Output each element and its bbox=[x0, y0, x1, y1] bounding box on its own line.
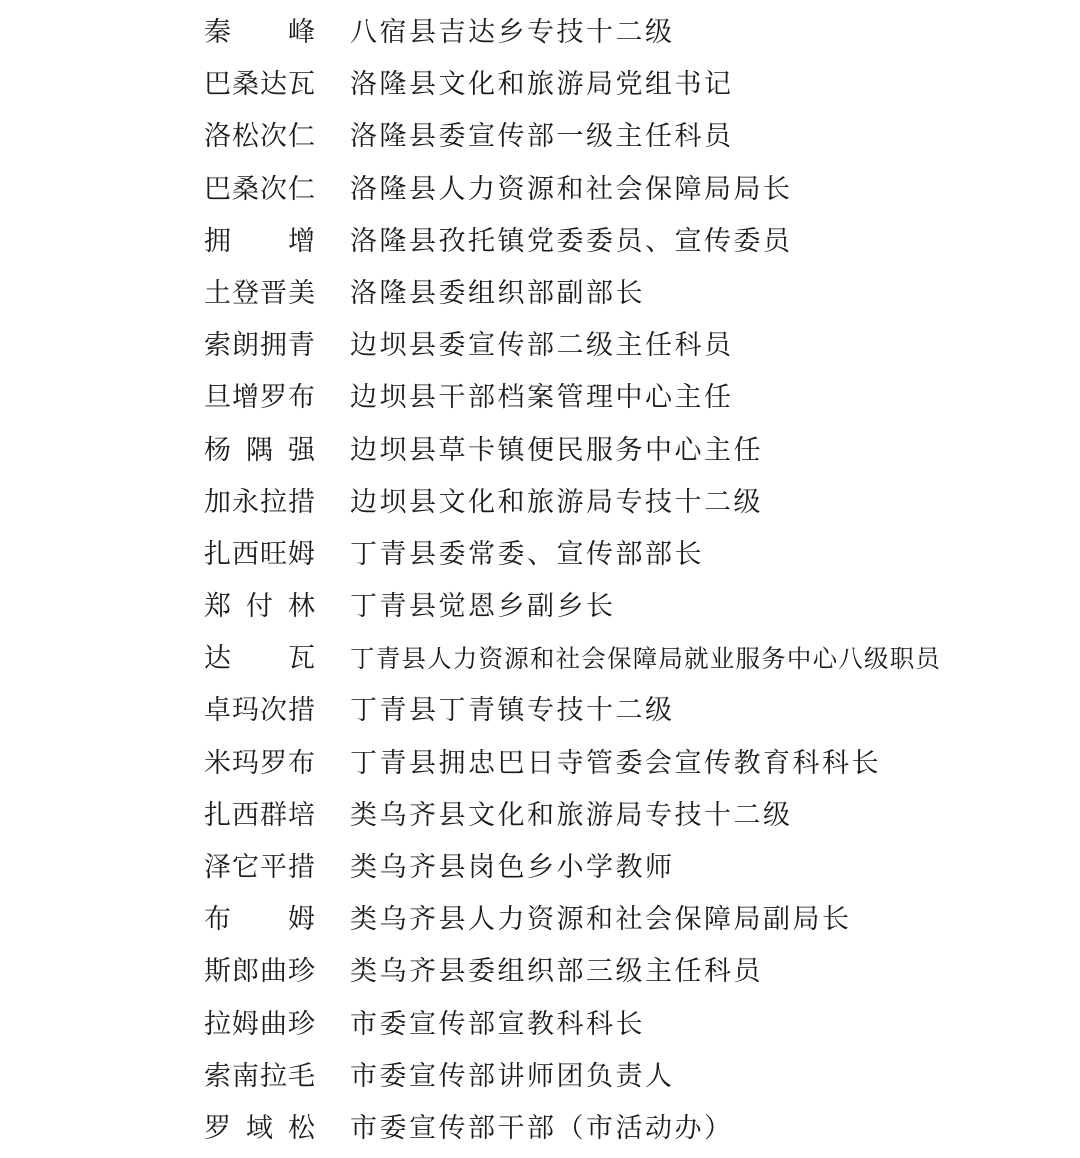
list-item bbox=[0, 738, 1080, 790]
person-position: 市委宣传部讲师团负责人 bbox=[350, 1060, 675, 1092]
person-position: 类乌齐县文化和旅游局专技十二级 bbox=[350, 799, 793, 831]
person-name: 布姆 bbox=[204, 904, 316, 936]
person-position: 洛隆县文化和旅游局党组书记 bbox=[350, 69, 734, 101]
list-item bbox=[0, 59, 1080, 111]
person-position: 边坝县委宣传部二级主任科员 bbox=[350, 330, 734, 362]
person-name: 扎西旺姆 bbox=[204, 538, 316, 570]
personnel-list bbox=[0, 7, 1080, 1155]
list-item bbox=[0, 999, 1080, 1051]
person-name: 拉姆曲珍 bbox=[204, 1008, 316, 1040]
person-position: 丁青县觉恩乡副乡长 bbox=[350, 591, 616, 623]
person-name: 加永拉措 bbox=[204, 486, 316, 518]
list-item bbox=[0, 1051, 1080, 1103]
person-position: 市委宣传部宣教科科长 bbox=[350, 1008, 645, 1040]
list-item bbox=[0, 216, 1080, 268]
list-item bbox=[0, 529, 1080, 581]
person-position: 边坝县文化和旅游局专技十二级 bbox=[350, 486, 763, 518]
person-position: 洛隆县孜托镇党委委员、宣传委员 bbox=[350, 225, 793, 257]
person-position: 类乌齐县人力资源和社会保障局副局长 bbox=[350, 904, 852, 936]
list-item bbox=[0, 164, 1080, 216]
person-position: 丁青县人力资源和社会保障局就业服务中心八级职员 bbox=[350, 644, 942, 674]
person-position: 洛隆县委组织部副部长 bbox=[350, 277, 645, 309]
person-name: 秦峰 bbox=[204, 17, 316, 48]
person-name: 索朗拥青 bbox=[204, 330, 316, 362]
list-item bbox=[0, 320, 1080, 372]
person-name: 泽它平措 bbox=[204, 852, 316, 883]
list-item bbox=[0, 581, 1080, 633]
person-position: 洛隆县人力资源和社会保障局局长 bbox=[350, 173, 793, 205]
list-item bbox=[0, 894, 1080, 946]
person-name: 拥增 bbox=[204, 225, 316, 257]
list-item bbox=[0, 372, 1080, 424]
person-name: 洛松次仁 bbox=[204, 121, 316, 153]
list-item bbox=[0, 268, 1080, 320]
list-item bbox=[0, 477, 1080, 529]
person-name: 旦增罗布 bbox=[204, 382, 316, 414]
person-position: 丁青县拥忠巴日寺管委会宣传教育科科长 bbox=[350, 747, 881, 779]
person-position: 丁青县委常委、宣传部部长 bbox=[350, 538, 704, 570]
person-position: 市委宣传部干部（市活动办） bbox=[350, 1112, 734, 1144]
person-name: 巴桑次仁 bbox=[204, 173, 316, 205]
list-item bbox=[0, 425, 1080, 477]
person-position: 边坝县干部档案管理中心主任 bbox=[350, 382, 734, 414]
list-item bbox=[0, 633, 1080, 685]
list-item bbox=[0, 946, 1080, 998]
person-name: 土登晋美 bbox=[204, 277, 316, 309]
person-name: 罗域松 bbox=[204, 1112, 316, 1144]
person-name: 达瓦 bbox=[204, 643, 316, 675]
person-position: 洛隆县委宣传部一级主任科员 bbox=[350, 121, 734, 153]
list-item bbox=[0, 685, 1080, 737]
person-position: 丁青县丁青镇专技十二级 bbox=[350, 695, 675, 727]
list-item bbox=[0, 111, 1080, 163]
person-position: 八宿县吉达乡专技十二级 bbox=[350, 17, 675, 48]
list-item bbox=[0, 1103, 1080, 1155]
person-position: 边坝县草卡镇便民服务中心主任 bbox=[350, 434, 763, 466]
list-item bbox=[0, 7, 1080, 59]
person-position: 类乌齐县岗色乡小学教师 bbox=[350, 852, 675, 883]
person-name: 索南拉毛 bbox=[204, 1060, 316, 1092]
list-item bbox=[0, 790, 1080, 842]
person-position: 类乌齐县委组织部三级主任科员 bbox=[350, 956, 763, 988]
person-name: 斯郎曲珍 bbox=[204, 956, 316, 988]
person-name: 米玛罗布 bbox=[204, 747, 316, 779]
list-item bbox=[0, 842, 1080, 894]
person-name: 杨隅强 bbox=[204, 434, 316, 466]
person-name: 巴桑达瓦 bbox=[204, 69, 316, 101]
person-name: 扎西群培 bbox=[204, 799, 316, 831]
person-name: 卓玛次措 bbox=[204, 695, 316, 727]
person-name: 郑付林 bbox=[204, 591, 316, 623]
